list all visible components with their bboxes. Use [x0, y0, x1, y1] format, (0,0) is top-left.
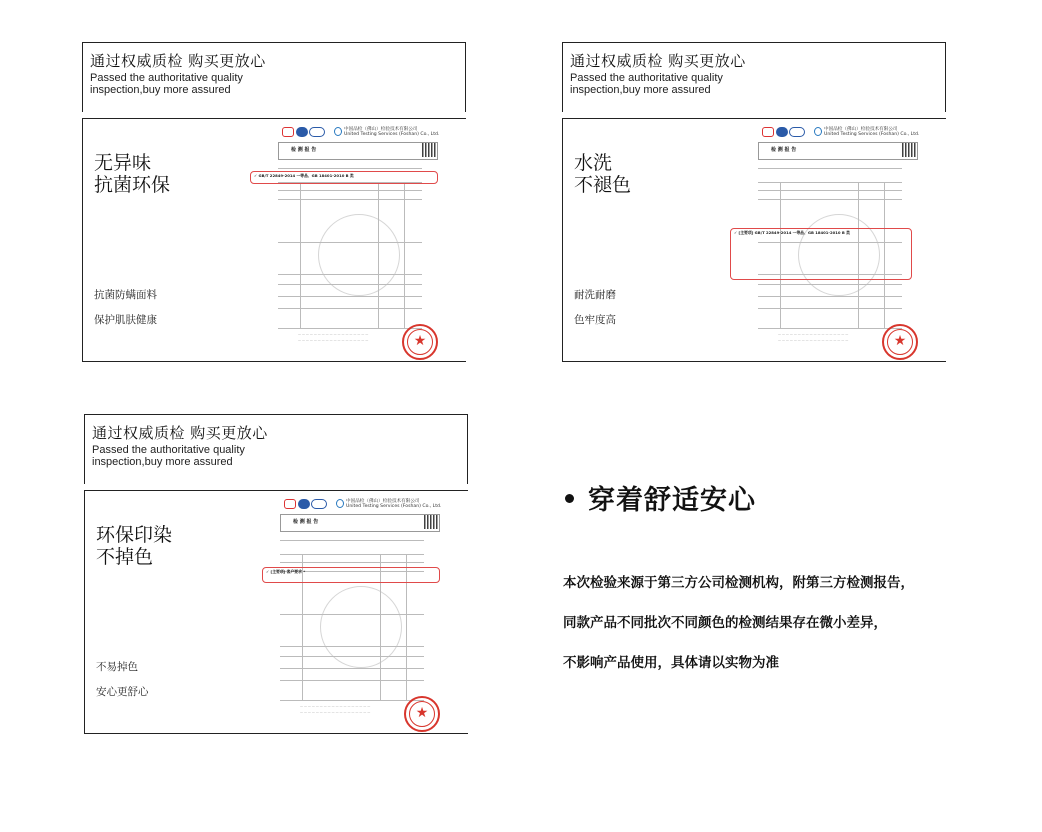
report-panel-2: [562, 42, 946, 362]
ilac-logo-icon: [298, 499, 310, 509]
feature-1: 耐洗耐磨: [574, 289, 616, 301]
report-panel-3: [84, 414, 468, 734]
red-seal-icon: ★: [882, 324, 918, 360]
test-report-image: 中国品检（佛山）检验技术有限公司 United Testing Services (Foshan) Co., Ltd. 检 测 报 告 — — — — — — — — — — — — — — — — — — — — — — — — — — — — — — — — — — — — ★ ✓ [主要项] 客户要求 *: [280, 496, 440, 728]
cnas-logo-icon: [789, 127, 805, 137]
company-logo-icon: [814, 127, 822, 136]
red-seal-icon: ★: [404, 696, 440, 732]
report-panel-1: [82, 42, 466, 362]
panel-heading: 水洗 不褪色: [574, 152, 632, 196]
cnas-logo-icon: [309, 127, 325, 137]
certification-logos: [280, 499, 440, 511]
qr-code-icon: [902, 143, 916, 157]
panel-title: 通过权威质检 购买更放心: [570, 52, 746, 70]
certification-logos: [278, 127, 438, 139]
qr-code-icon: [422, 143, 436, 157]
feature-1: 不易掉色: [96, 661, 138, 673]
company-name: 中国品检（佛山）检验技术有限公司 United Testing Services (Foshan) Co., Ltd.: [824, 127, 920, 137]
company-name: 中国品检（佛山）检验技术有限公司 United Testing Services (Foshan) Co., Ltd.: [346, 499, 442, 509]
panel-heading: 环保印染 不掉色: [96, 524, 173, 568]
highlight-box: ✓ [主要项] 客户要求 *: [262, 567, 440, 583]
feature-2: 安心更舒心: [96, 686, 149, 698]
panel-heading: 无异味 抗菌环保: [94, 152, 171, 196]
cma-logo-icon: [762, 127, 774, 137]
panel-subtitle: Passed the authoritative quality inspection,buy more assured: [570, 72, 723, 96]
company-logo-icon: [336, 499, 344, 508]
ilac-logo-icon: [776, 127, 788, 137]
bullet-icon: [565, 494, 574, 503]
ilac-logo-icon: [296, 127, 308, 137]
panel-title: 通过权威质检 购买更放心: [90, 52, 266, 70]
company-logo-icon: [334, 127, 342, 136]
disclaimer-line-1: 本次检验来源于第三方公司检测机构，附第三方检测报告，: [563, 575, 914, 591]
disclaimer-line-2: 同款产品不同批次不同颜色的检测结果存在微小差异，: [563, 615, 887, 631]
slogan-heading: 穿着舒适安心: [565, 478, 756, 517]
certification-logos: [758, 127, 918, 139]
feature-1: 抗菌防螨面料: [94, 289, 157, 301]
highlight-box: ✓ [主要项] GB/T 22849-2014 一等品、GB 18401-2010 B 类: [730, 228, 912, 280]
red-seal-icon: ★: [402, 324, 438, 360]
panel-title: 通过权威质检 购买更放心: [92, 424, 268, 442]
cma-logo-icon: [282, 127, 294, 137]
cnas-logo-icon: [311, 499, 327, 509]
panel-subtitle: Passed the authoritative quality inspection,buy more assured: [90, 72, 243, 96]
test-report-image: 中国品检（佛山）检验技术有限公司 United Testing Services (Foshan) Co., Ltd. 检 测 报 告 — — — — — — — — — — — — — — — — — — — — — — — — — — — — — — — — — — — — ★ ✓ GB/T 22849-2014 一等品、GB 18401-2010 B 类: [278, 124, 438, 356]
report-header: 检 测 报 告: [280, 514, 440, 532]
test-report-image: 中国品检（佛山）检验技术有限公司 United Testing Services (Foshan) Co., Ltd. 检 测 报 告 — — — — — — — — — — — — — — — — — — — — — — — — — — — — — — — — — — — — ★ ✓ [主要项] GB/T 22849-2014 一等品、GB 18401-2010 B 类: [758, 124, 918, 356]
highlight-box: ✓ GB/T 22849-2014 一等品、GB 18401-2010 B 类: [250, 171, 438, 184]
panel-subtitle: Passed the authoritative quality inspection,buy more assured: [92, 444, 245, 468]
report-header: 检 测 报 告: [758, 142, 918, 160]
qr-code-icon: [424, 515, 438, 529]
cma-logo-icon: [284, 499, 296, 509]
company-name: 中国品检（佛山）检验技术有限公司 United Testing Services (Foshan) Co., Ltd.: [344, 127, 440, 137]
feature-2: 保护肌肤健康: [94, 314, 157, 326]
disclaimer-line-3: 不影响产品使用，具体请以实物为准: [563, 655, 779, 671]
report-header: 检 测 报 告: [278, 142, 438, 160]
feature-2: 色牢度高: [574, 314, 616, 326]
